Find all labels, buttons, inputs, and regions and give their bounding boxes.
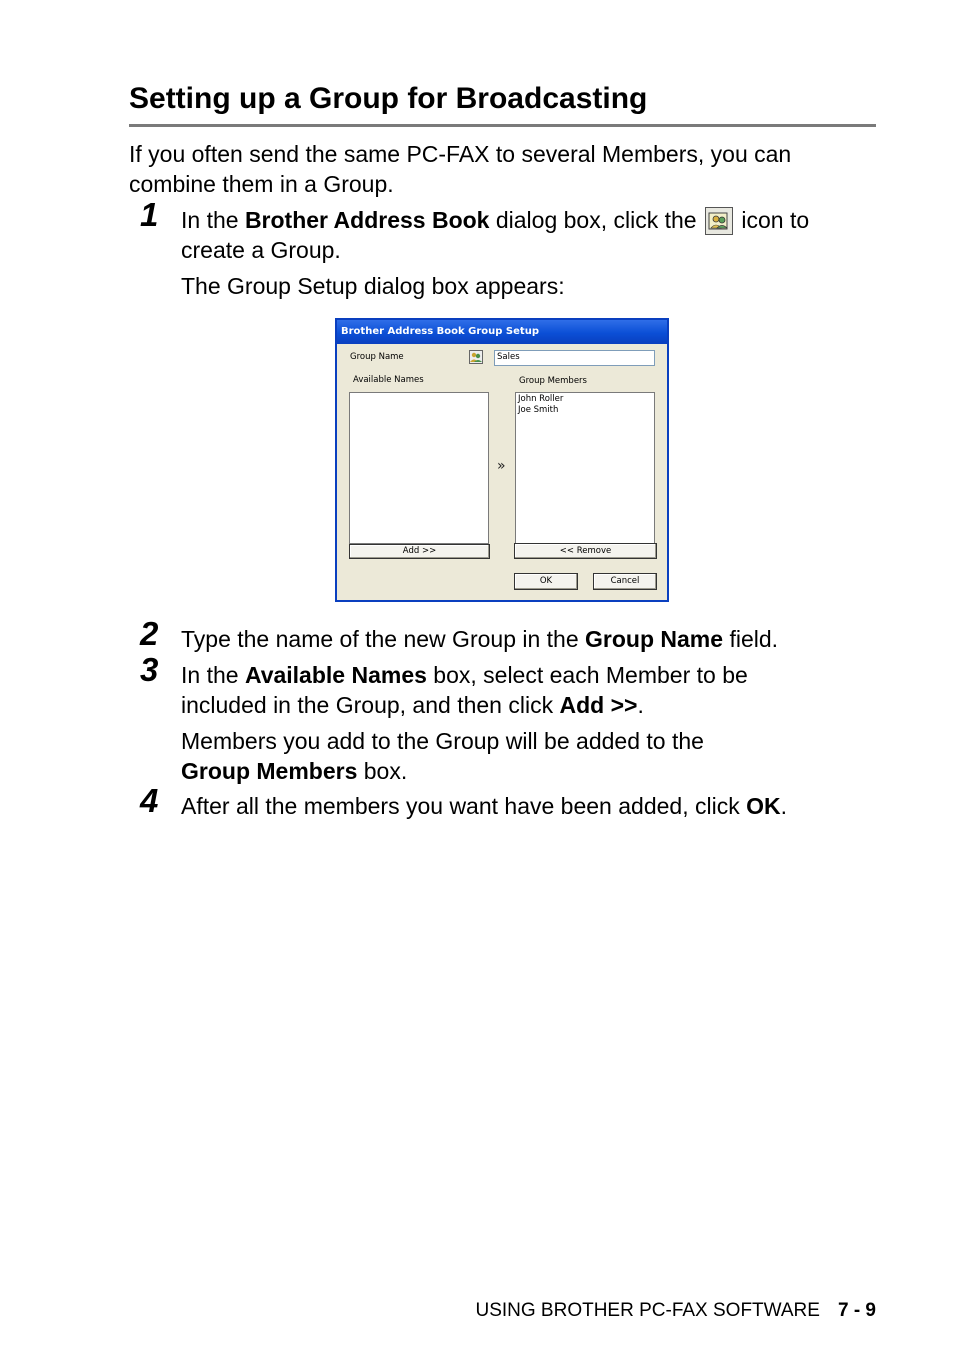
step-3-note-line-1: Members you add to the Group will be added to the	[181, 728, 704, 754]
ok-button[interactable]: OK	[514, 573, 578, 590]
page-footer	[475, 1300, 876, 1322]
new-group-icon	[705, 207, 733, 235]
member-item[interactable]: John Roller	[518, 394, 564, 404]
heading-rule	[129, 124, 876, 127]
group-members-list[interactable]	[515, 392, 655, 544]
step-1-bold: Brother Address Book	[244, 207, 490, 233]
intro-line-1: If you often send the same PC-FAX to several Members, you can	[129, 141, 792, 167]
step-3-note	[181, 726, 704, 786]
page-heading: Setting up a Group for Broadcasting	[129, 82, 648, 115]
page-number: 7 - 9	[837, 1300, 876, 1321]
step-1-text-a: In the	[181, 207, 245, 233]
step-2-text-c: field.	[723, 626, 779, 652]
available-names-list[interactable]	[349, 392, 489, 544]
available-names-label: Available Names	[353, 375, 424, 385]
step-4-number: 4	[140, 782, 159, 819]
step-4-bold: OK	[746, 793, 781, 819]
step-4-text	[181, 791, 787, 821]
step-2-number: 2	[140, 615, 159, 652]
step-1-note: The Group Setup dialog box appears:	[181, 273, 565, 299]
member-item[interactable]: Joe Smith	[518, 405, 559, 415]
group-setup-dialog	[335, 318, 669, 602]
step-1-text-d: icon to	[734, 207, 810, 233]
remove-button[interactable]: << Remove	[514, 543, 657, 559]
step-1-line-2: create a Group.	[181, 237, 341, 263]
step-3-number: 3	[140, 651, 159, 688]
step-3-text-d: included in the Group, and then click	[181, 692, 560, 718]
step-1-number: 1	[140, 196, 159, 233]
step-3-note-bold: Group Members	[181, 758, 358, 784]
step-2-text-a: Type the name of the new Group in the	[181, 626, 586, 652]
intro-line-2: combine them in a Group.	[129, 171, 394, 197]
add-button[interactable]: Add >>	[349, 544, 490, 559]
group-members-label: Group Members	[519, 376, 587, 386]
step-4-text-c: .	[780, 793, 787, 819]
step-4-text-a: After all the members you want have been added, click	[181, 793, 747, 819]
cancel-button[interactable]: Cancel	[593, 573, 657, 590]
step-2-text	[181, 624, 778, 654]
footer-section: USING BROTHER PC-FAX SOFTWARE	[475, 1300, 820, 1321]
group-name-input[interactable]: Sales	[494, 350, 655, 366]
step-3-text-c: box, select each Member to be	[426, 662, 748, 688]
step-3-bold-1: Available Names	[244, 662, 427, 688]
group-icon	[469, 350, 483, 364]
step-3-text-a: In the	[181, 662, 245, 688]
step-1-text-c: dialog box, click the	[489, 207, 703, 233]
step-3-text	[181, 660, 748, 720]
step-2-bold: Group Name	[585, 626, 724, 652]
move-arrow-icon: »	[497, 458, 506, 474]
step-1-text	[181, 205, 809, 265]
step-3-bold-2: Add >>	[559, 692, 638, 718]
dialog-title: Brother Address Book Group Setup	[337, 320, 667, 344]
group-name-label: Group Name	[350, 352, 404, 362]
intro-paragraph	[129, 139, 791, 199]
step-3-note-line-2: box.	[357, 758, 408, 784]
step-3-text-f: .	[637, 692, 644, 718]
